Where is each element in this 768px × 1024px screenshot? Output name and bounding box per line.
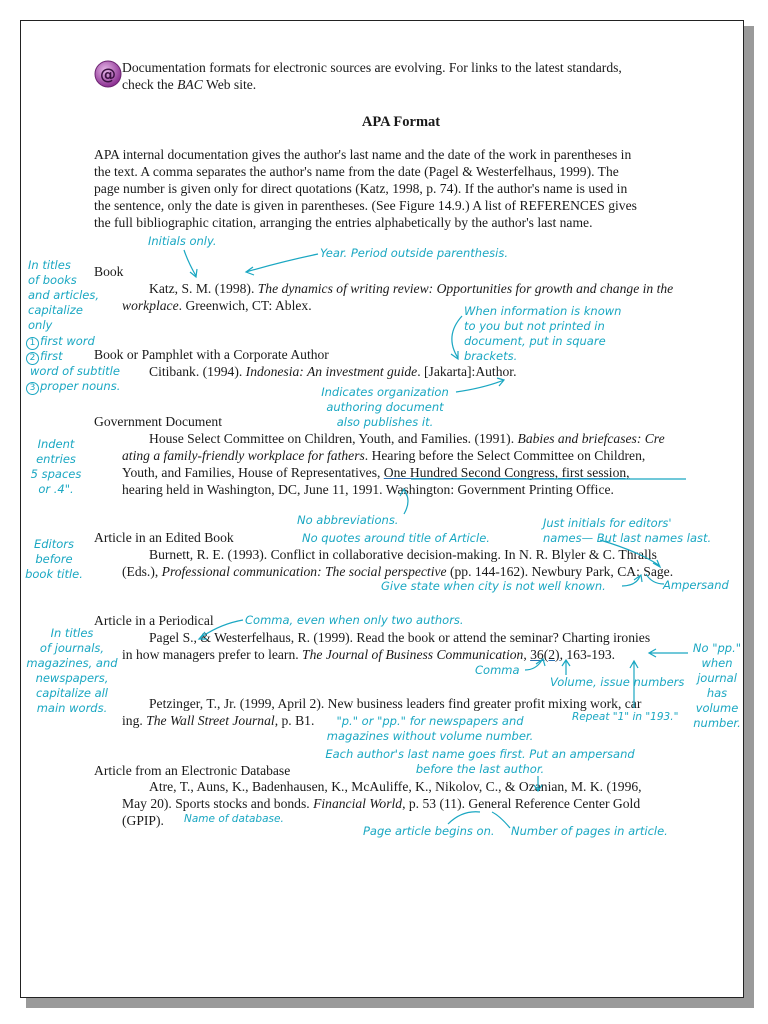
government-line4: hearing held in Washington, DC, June 11, 1991. Washington: Government Printing Office.: [122, 482, 614, 497]
at-sign-icon: [94, 60, 122, 88]
government-title: Babies and briefcases: Cre: [517, 431, 665, 446]
annotation-indicates-org: [300, 385, 470, 430]
annotation-each-author: [300, 747, 660, 777]
intro-paragraph: [94, 146, 714, 231]
annotation-titles-journals: [22, 626, 122, 716]
annotation-line: or .4".: [38, 482, 74, 496]
intro-line: page number is given only for direct quotations (Katz, 1998, p. 74). If the author's name is used in: [94, 181, 628, 196]
database-text: May 20). Sports stocks and bonds.: [122, 796, 314, 811]
annotation-line: before the last author.: [415, 762, 545, 776]
petzinger-text: ing.: [122, 713, 147, 728]
periodical-journal: The Journal of Business Communication: [302, 647, 524, 662]
book-title-end: workplace: [122, 298, 179, 313]
annotation-first-word-text: first word: [40, 334, 95, 348]
government-congress: One Hundred Second Congress, first session,: [383, 465, 630, 480]
periodical-line2: [122, 646, 615, 663]
annotation-line: document, put in square: [464, 334, 606, 348]
annotation-first-text: first: [40, 349, 63, 363]
book-publisher: . Greenwich, CT: Ablex.: [178, 298, 312, 313]
annotation-page-begins: Page article begins on.: [363, 824, 495, 838]
annotation-line: main words.: [36, 701, 108, 715]
annotation-line: authoring document: [326, 400, 444, 414]
annotation-no-abbrev: No abbreviations.: [297, 513, 399, 527]
book-line1: [149, 280, 673, 297]
annotation-line: capitalize: [28, 303, 83, 317]
number-2-icon: 2: [26, 352, 39, 365]
database-line3: (GPIP).: [122, 813, 164, 828]
annotation-proper-nouns: [26, 379, 120, 395]
annotation-line: Each author's last name goes first. Put an ampersand: [325, 747, 635, 761]
heading-edited: Article in an Edited Book: [94, 530, 234, 545]
svg-text:@: @: [100, 64, 116, 84]
annotation-when-info: [464, 304, 621, 364]
book-title: The dynamics of writing review: Opportunities for growth and change in the: [257, 281, 674, 296]
annotation-line: number.: [693, 716, 741, 730]
government-author: House Select Committee on Children, Youth, and Families. (1991).: [149, 431, 518, 446]
government-line2: [122, 447, 645, 464]
annotation-editors-before: [18, 537, 90, 582]
petzinger-newspaper: The Wall Street Journal: [146, 713, 275, 728]
annotation-line: entries: [36, 452, 76, 466]
annotation-line: to you but not printed in: [464, 319, 605, 333]
annotation-line: In titles: [50, 626, 94, 640]
edited-pages: (pp. 144-162). Newbury Park, CA: Sage.: [446, 564, 674, 579]
intro-line: the sentence, only the date is given in parentheses. (See Figure 14.9.) A list of REFERENCES gives: [94, 198, 637, 213]
annotation-name-database: Name of database.: [184, 813, 284, 825]
annotation-line: of journals,: [39, 641, 105, 655]
heading-government: Government Document: [94, 414, 222, 429]
government-line1: [149, 430, 665, 447]
annotation-proper-nouns-text: proper nouns.: [40, 379, 121, 393]
annotation-repeat-1: Repeat "1" in "193.": [572, 711, 679, 723]
annotation-no-quotes: No quotes around title of Article.: [302, 531, 490, 545]
annotation-line: Indicates organization: [321, 385, 449, 399]
government-committee: Youth, and Families, House of Representatives,: [122, 465, 384, 480]
annotation-line: Editors: [33, 537, 75, 551]
number-1-icon: 1: [26, 337, 39, 350]
government-title-end: ating a family-friendly workplace for fathers: [122, 448, 365, 463]
annotation-just-initials: [543, 516, 711, 546]
annotation-line: and articles,: [28, 288, 100, 302]
annotation-titles-books: [28, 258, 99, 333]
annotation-p-pp: [320, 714, 540, 744]
heading-database: Article from an Electronic Database: [94, 763, 291, 778]
heading-periodical: Article in a Periodical: [94, 613, 214, 628]
note-text: [122, 59, 702, 93]
heading-book: Book: [94, 264, 124, 279]
annotation-give-state: Give state when city is not well known.: [381, 579, 606, 593]
government-line3: [122, 464, 630, 481]
periodical-text: in how managers prefer to learn.: [122, 647, 303, 662]
annotation-word-of-subtitle: word of subtitle: [30, 364, 120, 378]
annotation-first-subtitle: [26, 349, 63, 365]
corporate-publisher: . [Jakarta]:Author.: [417, 364, 517, 379]
edited-line1: Burnett, R. E. (1993). Conflict in collaborative decision-making. In N. R. Blyler & C. Thralls: [149, 547, 657, 562]
book-line2: [122, 297, 312, 314]
annotation-line: When information is known: [464, 304, 622, 318]
note-line2-start: check the: [122, 77, 178, 92]
annotation-num-pages: Number of pages in article.: [511, 824, 668, 838]
edited-line2: [122, 563, 673, 580]
corporate-line1: [149, 363, 516, 380]
government-hearing: . Hearing before the Select Committee on Children,: [364, 448, 646, 463]
petzinger-line1: Petzinger, T., Jr. (1999, April 2). New business leaders find greater profit mixing work, car: [149, 696, 642, 711]
periodical-line1: Pagel S., & Westerfelhaus, R. (1999). Read the book or attend the seminar? Charting ironies: [149, 630, 651, 645]
annotation-year: Year. Period outside parenthesis.: [320, 246, 508, 260]
annotation-line: No "pp.": [692, 641, 742, 655]
number-3-icon: 3: [26, 382, 39, 395]
annotation-line: volume: [695, 701, 739, 715]
annotation-line: "p." or "pp." for newspapers and: [336, 714, 524, 728]
corporate-author: Citibank. (1994).: [149, 364, 246, 379]
intro-line: APA internal documentation gives the author's last name and the date of the work in parentheses in: [94, 147, 632, 162]
book-author: Katz, S. M. (1998).: [149, 281, 258, 296]
annotation-line: Indent: [37, 437, 75, 451]
petzinger-page: , p. B1.: [274, 713, 315, 728]
annotation-line: only: [28, 318, 53, 332]
note-line2-end: Web site.: [202, 77, 257, 92]
periodical-comma: ,: [523, 647, 531, 662]
database-magazine: Financial World: [313, 796, 403, 811]
annotation-line: names— But last names last.: [543, 531, 712, 545]
edited-title: Professional communication: The social perspective: [161, 564, 447, 579]
annotation-line: capitalize all: [35, 686, 108, 700]
annotation-line: also publishes it.: [336, 415, 434, 429]
annotation-line: Just initials for editors': [543, 516, 672, 530]
annotation-indent: [20, 437, 92, 497]
annotation-ampersand: Ampersand: [663, 578, 729, 592]
corporate-title: Indonesia: An investment guide: [245, 364, 418, 379]
database-line2: [122, 795, 640, 812]
annotation-initials: Initials only.: [148, 234, 217, 248]
annotation-line: of books: [28, 273, 77, 287]
annotation-line: before: [35, 552, 73, 566]
annotation-comma-two: Comma, even when only two authors.: [245, 613, 464, 627]
intro-line: the full bibliographic citation, arranging the entries alphabetically by the author's last name.: [94, 215, 593, 230]
edited-eds: (Eds.),: [122, 564, 162, 579]
periodical-volume: 36(2): [530, 647, 560, 662]
periodical-pages: , 163-193.: [559, 647, 616, 662]
annotation-no-pp: [690, 641, 744, 731]
note-bac: BAC: [177, 77, 203, 92]
annotation-volume-issue: Volume, issue numbers: [550, 675, 685, 689]
database-source: , p. 53 (11). General Reference Center Gold: [402, 796, 641, 811]
annotation-line: book title.: [25, 567, 83, 581]
database-line1: Atre, T., Auns, K., Badenhausen, K., McAuliffe, K., Nikolov, C., & Ozanian, M. K. (1996,: [149, 779, 642, 794]
note-line1: Documentation formats for electronic sources are evolving. For links to the latest standards,: [122, 60, 622, 75]
annotation-line: journal: [697, 671, 737, 685]
annotation-line: magazines without volume number.: [326, 729, 534, 743]
petzinger-line2: [122, 712, 314, 729]
annotation-line: magazines, and: [26, 656, 118, 670]
annotation-first-word: [26, 334, 95, 350]
annotation-line: In titles: [28, 258, 71, 272]
page-title: APA Format: [361, 114, 441, 130]
annotation-line: brackets.: [464, 349, 518, 363]
intro-line: the text. A comma separates the author's name from the date (Pagel & Westerfelhaus, 1999). The: [94, 164, 619, 179]
heading-corporate: Book or Pamphlet with a Corporate Author: [94, 347, 329, 362]
annotation-line: when: [701, 656, 733, 670]
annotation-line: 5 spaces: [30, 467, 82, 481]
annotation-comma: Comma: [475, 663, 520, 677]
annotation-line: newspapers,: [35, 671, 109, 685]
annotation-line: has: [706, 686, 728, 700]
note-line2: [122, 76, 702, 93]
